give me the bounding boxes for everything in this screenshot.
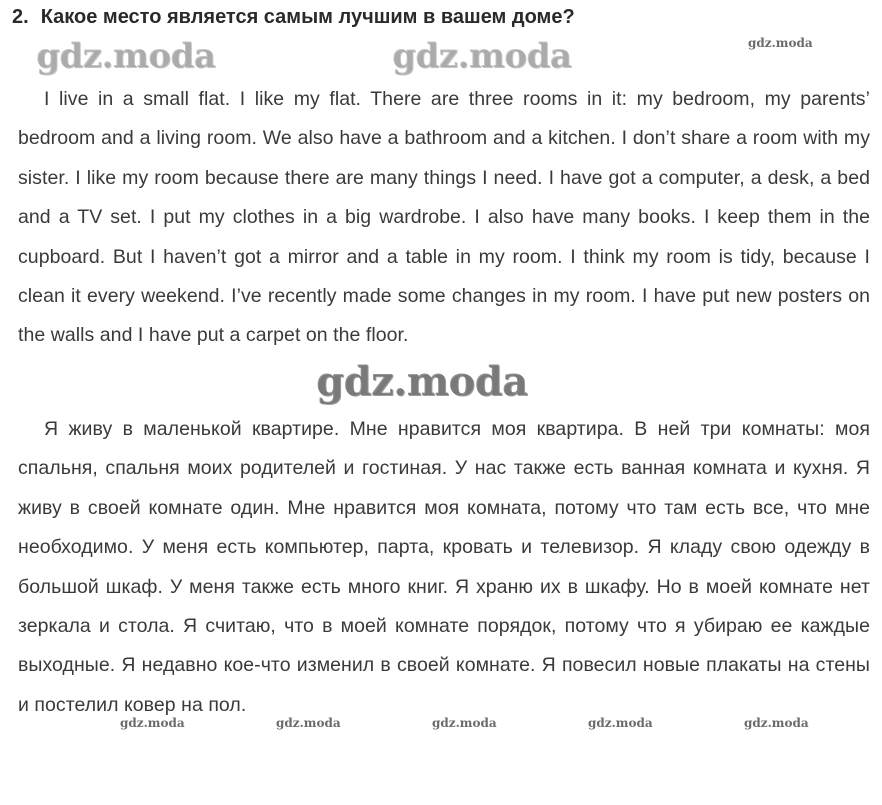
watermark-logo: gdz.moda <box>120 716 185 730</box>
watermark-logo: gdz.moda <box>316 358 528 405</box>
watermark-logo: gdz.moda <box>432 716 497 730</box>
english-answer-paragraph: I live in a small flat. I like my flat. There are three rooms in it: my bedroom, my parents’ bedroom and a living room. We also have a bathroom and a kitchen. I don’t share a room with my sister. I like my room because there are many things I need. I have got a computer, a desk, a bed and a TV set. I put my clothes in a big wardrobe. I also have many books. I keep them in the cupboard. But I haven’t got a mirror and a table in my room. I think my room is tidy, because I clean it every weekend. I’ve recently made some changes in my room. I have put new posters on the walls and I have put a carpet on the floor. <box>18 88 870 347</box>
task-question: Какое место является самым лучшим в вашем доме? <box>40 6 575 28</box>
task-heading <box>12 6 575 29</box>
watermark-logo: gdz.moda <box>744 716 809 730</box>
task-number: 2. <box>12 6 29 28</box>
watermark-logo: gdz.moda <box>276 716 341 730</box>
watermark-logo: gdz.moda <box>392 36 572 76</box>
watermark-logo: gdz.moda <box>36 36 216 76</box>
watermark-logo: gdz.moda <box>588 716 653 730</box>
watermark-logo: gdz.moda <box>748 36 813 50</box>
russian-translation-paragraph: Я живу в маленькой квартире. Мне нравится моя квартира. В ней три комнаты: моя спальня, спальня моих родителей и гостиная. У нас также есть ванная комната и кухня. Я живу в своей комнате один. Мне нравится моя комната, потому что там есть все, что мне необходимо. У меня есть компьютер, парта, кровать и телевизор. Я кладу свою одежду в большой шкаф. У меня также есть много книг. Я храню их в шкафу. Но в моей комнате нет зеркала и стола. Я считаю, что в моей комнате порядок, потому что я убираю ее каждые выходные. Я недавно кое-что изменил в своей комнате. Я повесил новые плакаты на стены и постелил ковер на пол. <box>18 418 870 716</box>
